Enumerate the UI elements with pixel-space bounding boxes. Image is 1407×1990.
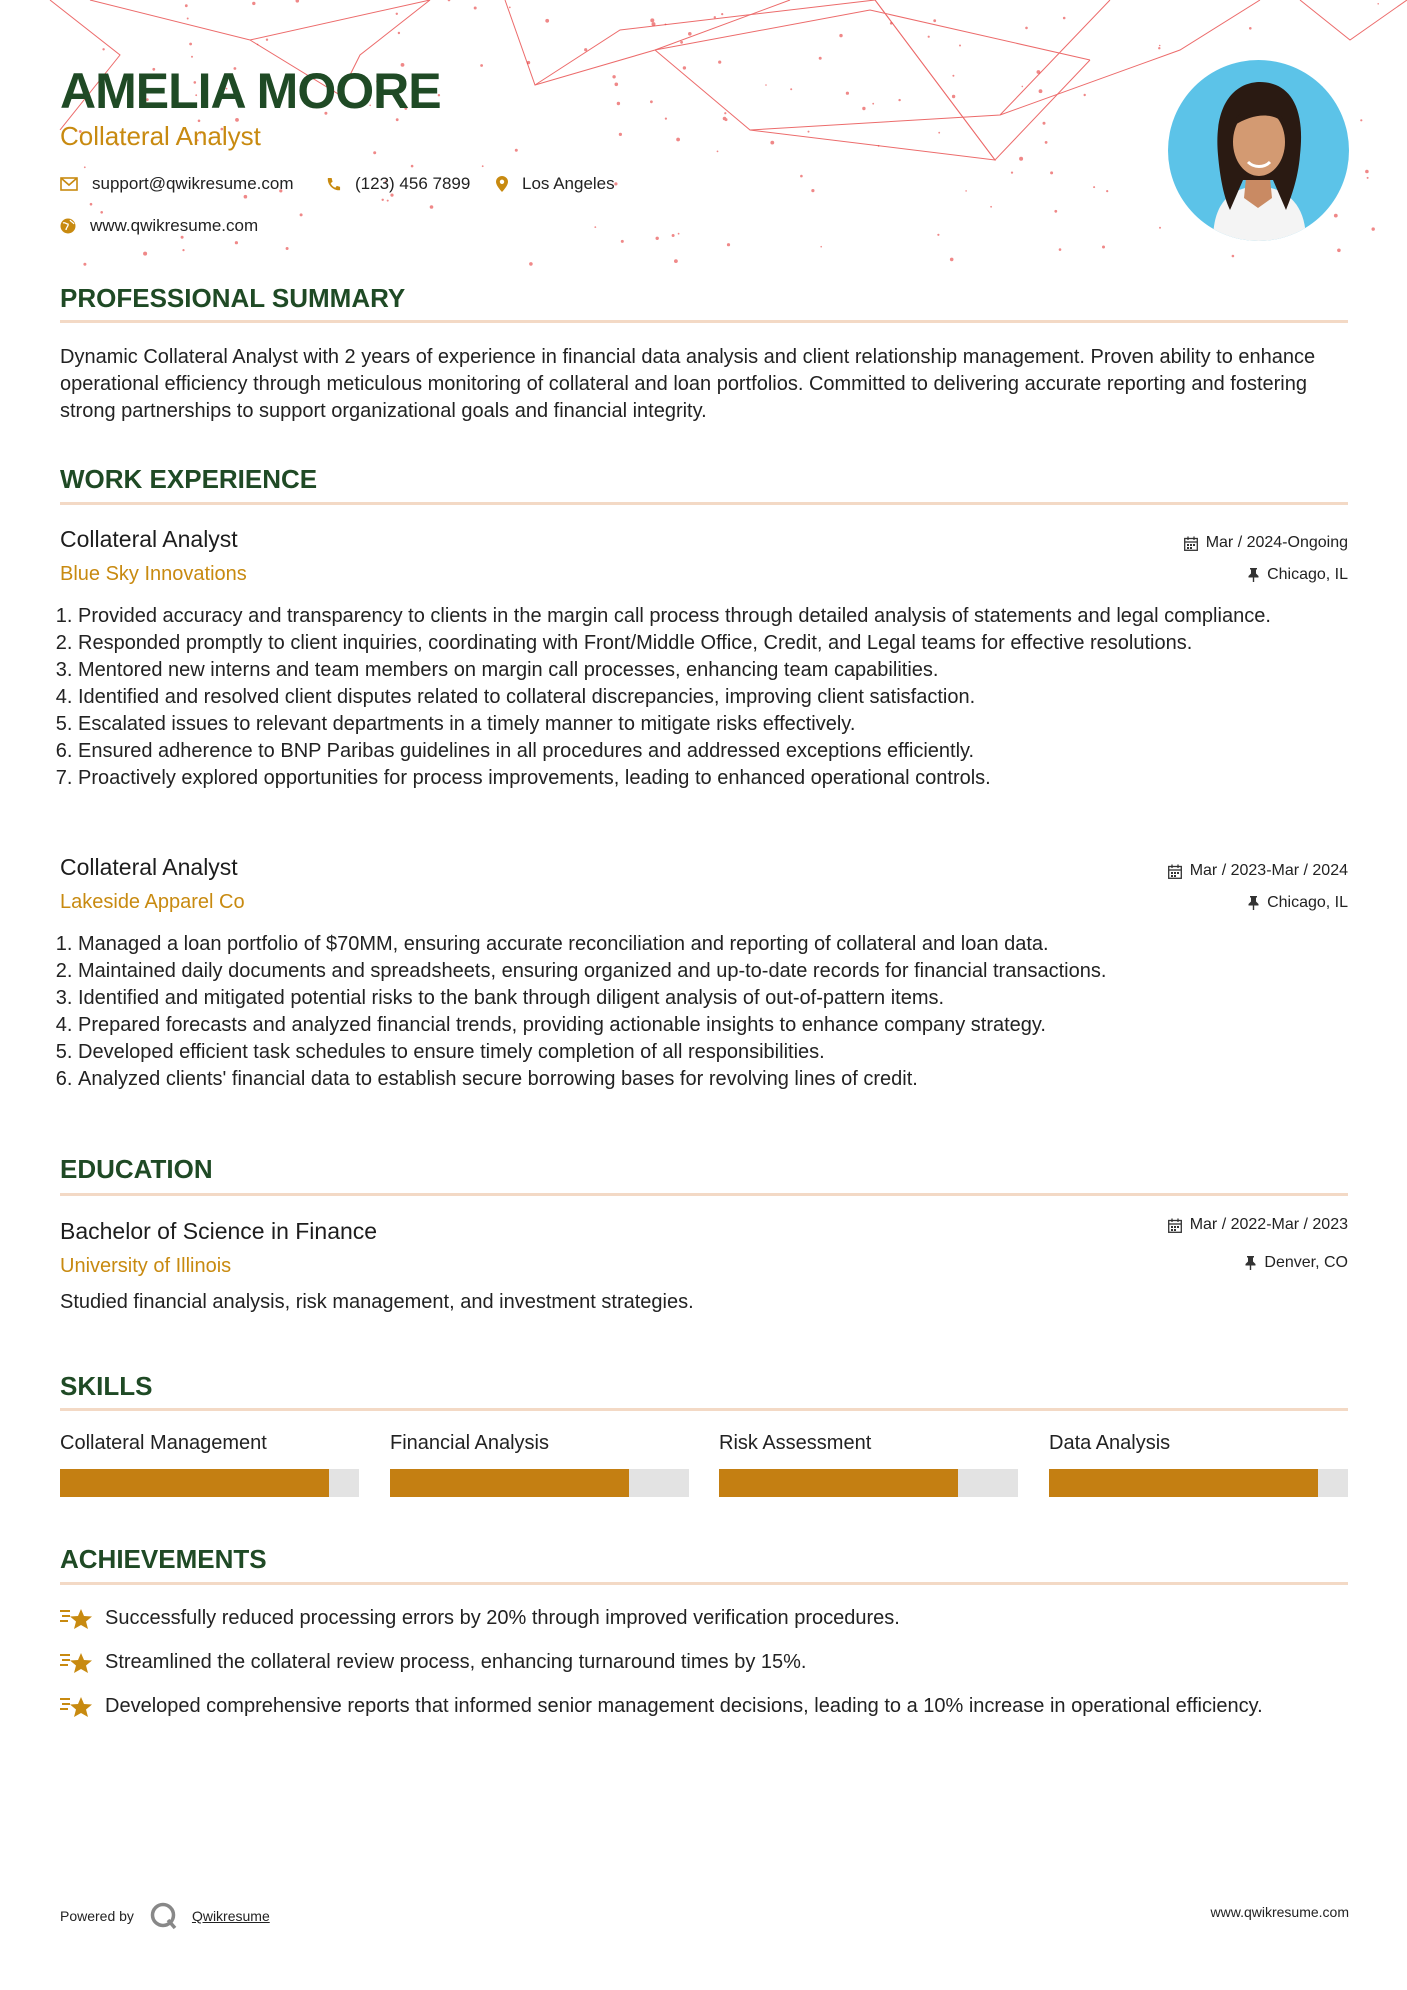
- education-dates: [1168, 1215, 1348, 1235]
- decorative-dot: [800, 175, 803, 178]
- phone-text: (123) 456 7899: [355, 174, 471, 193]
- decorative-dot: [862, 107, 865, 110]
- decorative-dot: [90, 203, 93, 206]
- decorative-dot: [594, 226, 596, 228]
- list-item: 7. Proactively explored opportunities for process improvements, leading to enhanced operational controls.: [78, 765, 1358, 792]
- decorative-dot: [1232, 255, 1235, 258]
- skill-bar: [719, 1469, 1018, 1497]
- decorative-dot: [846, 92, 849, 95]
- contact-website[interactable]: [60, 216, 258, 236]
- decorative-dot: [650, 18, 654, 22]
- decorative-dot: [1037, 70, 1041, 74]
- decorative-dot: [1093, 186, 1095, 188]
- section-divider: [60, 502, 1348, 505]
- list-item: 1. Managed a loan portfolio of $70MM, ensuring accurate reconciliation and reporting of collateral and loan data.: [78, 931, 1358, 958]
- contact-location: [496, 174, 615, 194]
- decorative-dot: [411, 165, 414, 168]
- education-location-text: Denver, CO: [1264, 1254, 1348, 1271]
- decorative-dot: [482, 165, 484, 167]
- job-dates-text: Mar / 2023-Mar / 2024: [1189, 862, 1348, 879]
- list-item: 6. Analyzed clients' financial data to establish secure borrowing bases for revolving lines of credit.: [78, 1066, 1358, 1093]
- achievement-item: [60, 1605, 1350, 1639]
- decorative-dot: [808, 131, 810, 133]
- skill-label: Data Analysis: [1049, 1432, 1171, 1454]
- decorative-dot: [373, 151, 376, 154]
- decorative-dot: [676, 138, 680, 142]
- section-divider: [60, 1193, 1348, 1196]
- decorative-dot: [872, 103, 874, 105]
- section-divider: [60, 1408, 1348, 1411]
- decorative-dot: [612, 75, 615, 78]
- decorative-dot: [727, 243, 730, 246]
- decorative-dot: [770, 141, 774, 145]
- skill-label: Collateral Management: [60, 1432, 267, 1454]
- company-name: Lakeside Apparel Co: [60, 891, 245, 913]
- decorative-dot: [1022, 86, 1024, 88]
- calendar-icon: [1168, 864, 1182, 879]
- decorative-dot: [674, 259, 678, 263]
- decorative-dot: [790, 88, 792, 90]
- skills-heading: SKILLS: [60, 1371, 153, 1401]
- decorative-dot: [619, 133, 622, 136]
- decorative-dot: [83, 263, 86, 266]
- decorative-dot: [1360, 119, 1362, 121]
- star-award-icon: [60, 1693, 105, 1727]
- decorative-dot: [1159, 45, 1161, 47]
- decorative-dot: [396, 13, 398, 15]
- decorative-dot: [527, 61, 530, 64]
- decorative-dot: [286, 247, 289, 250]
- pushpin-icon: [1245, 1256, 1256, 1270]
- decorative-dot: [1084, 94, 1086, 96]
- decorative-dot: [688, 32, 692, 36]
- list-item: 4. Prepared forecasts and analyzed financial trends, providing actionable insights to enhance company strategy.: [78, 1012, 1358, 1039]
- decorative-dot: [448, 0, 451, 1]
- decorative-dot: [717, 151, 719, 153]
- education-dates-text: Mar / 2022-Mar / 2023: [1189, 1216, 1348, 1233]
- decorative-dot: [819, 57, 822, 60]
- job-dates: [1184, 533, 1348, 553]
- star-award-icon: [60, 1649, 105, 1683]
- decorative-dot: [300, 213, 303, 216]
- decorative-dot: [296, 0, 300, 3]
- list-item: 1. Provided accuracy and transparency to clients in the margin call process through detailed analysis of statements and legal compliance.: [78, 603, 1358, 630]
- decorative-dot: [398, 32, 400, 34]
- job-location-text: Chicago, IL: [1267, 894, 1348, 911]
- decorative-dot: [811, 189, 814, 192]
- decorative-dot: [938, 132, 940, 134]
- decorative-dot: [1377, 3, 1379, 5]
- decorative-dot: [84, 166, 86, 168]
- decorative-dot: [480, 64, 483, 67]
- list-item: 2. Responded promptly to client inquiries, coordinating with Front/Middle Office, Credit, and Legal teams for effective resolutions.: [78, 630, 1358, 657]
- list-item: 6. Ensured adherence to BNP Paribas guidelines in all procedures and addressed exceptions efficiently.: [78, 738, 1358, 765]
- decorative-dot: [839, 34, 842, 37]
- map-pin-icon: [496, 176, 508, 192]
- skill-bar: [390, 1469, 689, 1497]
- decorative-dot: [1106, 190, 1108, 192]
- decorative-dot: [672, 234, 675, 237]
- decorative-dot: [1365, 170, 1369, 174]
- list-item: 5. Escalated issues to relevant departments in a timely manner to mitigate risks effectively.: [78, 711, 1358, 738]
- decorative-dot: [529, 262, 533, 266]
- job-location-text: Chicago, IL: [1267, 566, 1348, 583]
- decorative-dot: [252, 2, 255, 5]
- profile-photo: [1168, 60, 1349, 241]
- decorative-dot: [1039, 89, 1043, 93]
- decorative-dot: [430, 205, 434, 209]
- decorative-dot: [1063, 17, 1066, 20]
- decorative-dot: [1043, 122, 1046, 125]
- list-item: 2. Maintained daily documents and spreadsheets, ensuring organized and up-to-date records for financial transactions.: [78, 958, 1358, 985]
- contact-email[interactable]: [60, 174, 294, 194]
- decorative-dot: [191, 56, 193, 58]
- pushpin-icon: [1248, 896, 1259, 910]
- school-name: University of Illinois: [60, 1255, 232, 1277]
- section-divider: [60, 320, 1348, 323]
- decorative-dot: [545, 19, 549, 23]
- decorative-dot: [182, 249, 184, 251]
- decorative-dot: [1158, 47, 1160, 49]
- list-item: 3. Mentored new interns and team members on margin call processes, enhancing team capabilities.: [78, 657, 1358, 684]
- education-heading: EDUCATION: [60, 1154, 213, 1184]
- decorative-dot: [683, 66, 686, 69]
- decorative-dot: [102, 48, 104, 50]
- section-divider: [60, 1582, 1348, 1585]
- list-item: 4. Identified and resolved client disputes related to collateral discrepancies, improving client satisfaction.: [78, 684, 1358, 711]
- decorative-dot: [665, 24, 667, 26]
- decorative-dot: [890, 22, 893, 25]
- decorative-dot: [724, 112, 726, 114]
- decorative-dot: [1337, 249, 1341, 253]
- decorative-dot: [650, 100, 653, 103]
- achievement-text: Successfully reduced processing errors by 20% through improved verification procedures.: [105, 1607, 900, 1629]
- decorative-dot: [614, 182, 617, 185]
- decorative-dot: [1367, 177, 1369, 179]
- achievement-item: [60, 1649, 1350, 1683]
- decorative-dot: [898, 99, 900, 101]
- footer-powered-by: [60, 1902, 270, 1930]
- decorative-dot: [515, 149, 518, 152]
- decorative-dot: [617, 102, 620, 105]
- decorative-dot: [244, 195, 248, 199]
- decorative-dot: [878, 145, 880, 147]
- candidate-title: Collateral Analyst: [60, 121, 261, 151]
- achievement-text: Developed comprehensive reports that informed senior management decisions, leading to a 10% increase in operational efficiency.: [105, 1695, 1263, 1717]
- qwikresume-logo-icon: [150, 1902, 178, 1930]
- decorative-dot: [387, 200, 389, 202]
- decorative-dot: [181, 236, 184, 239]
- job-location: [1248, 893, 1348, 913]
- phone-icon: [326, 177, 341, 192]
- decorative-dot: [1102, 246, 1105, 249]
- decorative-dot: [584, 48, 587, 51]
- skill-label: Risk Assessment: [719, 1432, 872, 1454]
- summary-text: Dynamic Collateral Analyst with 2 years of experience in financial data analysis and client relationship management. Proven ability to enhance operational efficiency through meticulous monitoring of collateral and loan portfolios. Committed to delivering accurate reporting and fostering strong partnerships to support organizational goals and financial integrity.: [60, 346, 1316, 422]
- decorative-dot: [952, 95, 955, 98]
- decorative-dot: [1025, 27, 1028, 30]
- decorative-dot: [678, 233, 680, 235]
- achievement-text: Streamlined the collateral review process, enhancing turnaround times by 15%.: [105, 1651, 807, 1673]
- education-description: Studied financial analysis, risk management, and investment strategies.: [60, 1291, 694, 1313]
- skill-bar: [60, 1469, 359, 1497]
- decorative-dot: [621, 240, 624, 243]
- achievement-item: [60, 1693, 1350, 1727]
- decorative-dot: [718, 61, 721, 64]
- decorative-dot: [680, 41, 683, 44]
- skill-bar: [1049, 1469, 1348, 1497]
- decorative-dot: [765, 84, 767, 86]
- decorative-dot: [928, 36, 930, 38]
- decorative-dot: [1334, 214, 1338, 218]
- decorative-dot: [1054, 210, 1057, 213]
- decorative-dot: [933, 19, 936, 22]
- email-text: support@qwikresume.com: [92, 174, 294, 193]
- decorative-dot: [187, 18, 189, 20]
- decorative-dot: [474, 7, 477, 10]
- decorative-dot: [1011, 172, 1013, 174]
- job-location: [1248, 565, 1348, 585]
- decorative-dot: [1050, 171, 1053, 174]
- decorative-dot: [189, 43, 192, 46]
- job-title: Collateral Analyst: [60, 526, 238, 552]
- powered-by-label: Powered by: [60, 1908, 134, 1924]
- decorative-dot: [615, 83, 619, 87]
- calendar-icon: [1168, 1218, 1182, 1233]
- job-responsibilities: [60, 603, 1358, 792]
- skill-label: Financial Analysis: [390, 1432, 549, 1454]
- skill-bar-fill: [60, 1469, 329, 1497]
- job-title: Collateral Analyst: [60, 854, 238, 880]
- decorative-dot: [937, 234, 939, 236]
- calendar-icon: [1184, 536, 1198, 551]
- decorative-dot: [257, 44, 259, 46]
- skill-bar-fill: [1049, 1469, 1318, 1497]
- decorative-dot: [1045, 141, 1048, 144]
- company-name: Blue Sky Innovations: [60, 563, 247, 585]
- experience-heading: WORK EXPERIENCE: [60, 464, 318, 494]
- decorative-dot: [656, 237, 659, 240]
- job-responsibilities: [60, 931, 1358, 1093]
- decorative-dot: [990, 206, 992, 208]
- globe-icon: [60, 218, 76, 234]
- decorative-dot: [1059, 248, 1062, 251]
- list-item: 5. Developed efficient task schedules to ensure timely completion of all responsibilities.: [78, 1039, 1358, 1066]
- decorative-dot: [1019, 157, 1023, 161]
- achievements-heading: ACHIEVEMENTS: [60, 1544, 267, 1574]
- website-text: www.qwikresume.com: [90, 216, 259, 235]
- decorative-dot: [100, 211, 103, 214]
- list-item: 3. Identified and mitigated potential risks to the bank through diligent analysis of out-of-pattern items.: [78, 985, 1358, 1012]
- decorative-dot: [143, 252, 147, 256]
- job-dates-text: Mar / 2024-Ongoing: [1205, 534, 1348, 551]
- skill-bar-fill: [719, 1469, 958, 1497]
- pushpin-icon: [1248, 568, 1259, 582]
- decorative-dot: [185, 4, 188, 7]
- decorative-dot: [959, 45, 961, 47]
- education-location: [1245, 1253, 1348, 1273]
- decorative-dot: [1249, 27, 1252, 30]
- decorative-dot: [266, 39, 268, 41]
- star-award-icon: [60, 1605, 105, 1639]
- job-dates: [1168, 861, 1348, 881]
- location-text: Los Angeles: [522, 174, 615, 193]
- decorative-dot: [235, 241, 238, 244]
- decorative-dot: [665, 118, 667, 120]
- decorative-dot: [509, 7, 511, 9]
- decorative-dot: [725, 118, 728, 121]
- candidate-name: AMELIA MOORE: [60, 63, 441, 119]
- qwikresume-link[interactable]: Qwikresume: [191, 1908, 270, 1924]
- decorative-dot: [952, 75, 954, 77]
- decorative-dot: [950, 258, 954, 262]
- decorative-dot: [714, 16, 716, 18]
- footer-website[interactable]: www.qwikresume.com: [1210, 1904, 1349, 1920]
- envelope-icon: [60, 177, 78, 191]
- decorative-dot: [965, 190, 967, 192]
- decorative-dot: [652, 22, 656, 26]
- skill-bar-fill: [390, 1469, 629, 1497]
- decorative-dot: [820, 246, 822, 248]
- contact-phone[interactable]: [326, 174, 470, 194]
- decorative-dot: [721, 13, 723, 15]
- decorative-dot: [382, 199, 384, 201]
- decorative-dot: [1372, 227, 1375, 230]
- decorative-dot: [1159, 227, 1161, 229]
- degree-title: Bachelor of Science in Finance: [60, 1218, 378, 1244]
- summary-heading: PROFESSIONAL SUMMARY: [60, 283, 406, 313]
